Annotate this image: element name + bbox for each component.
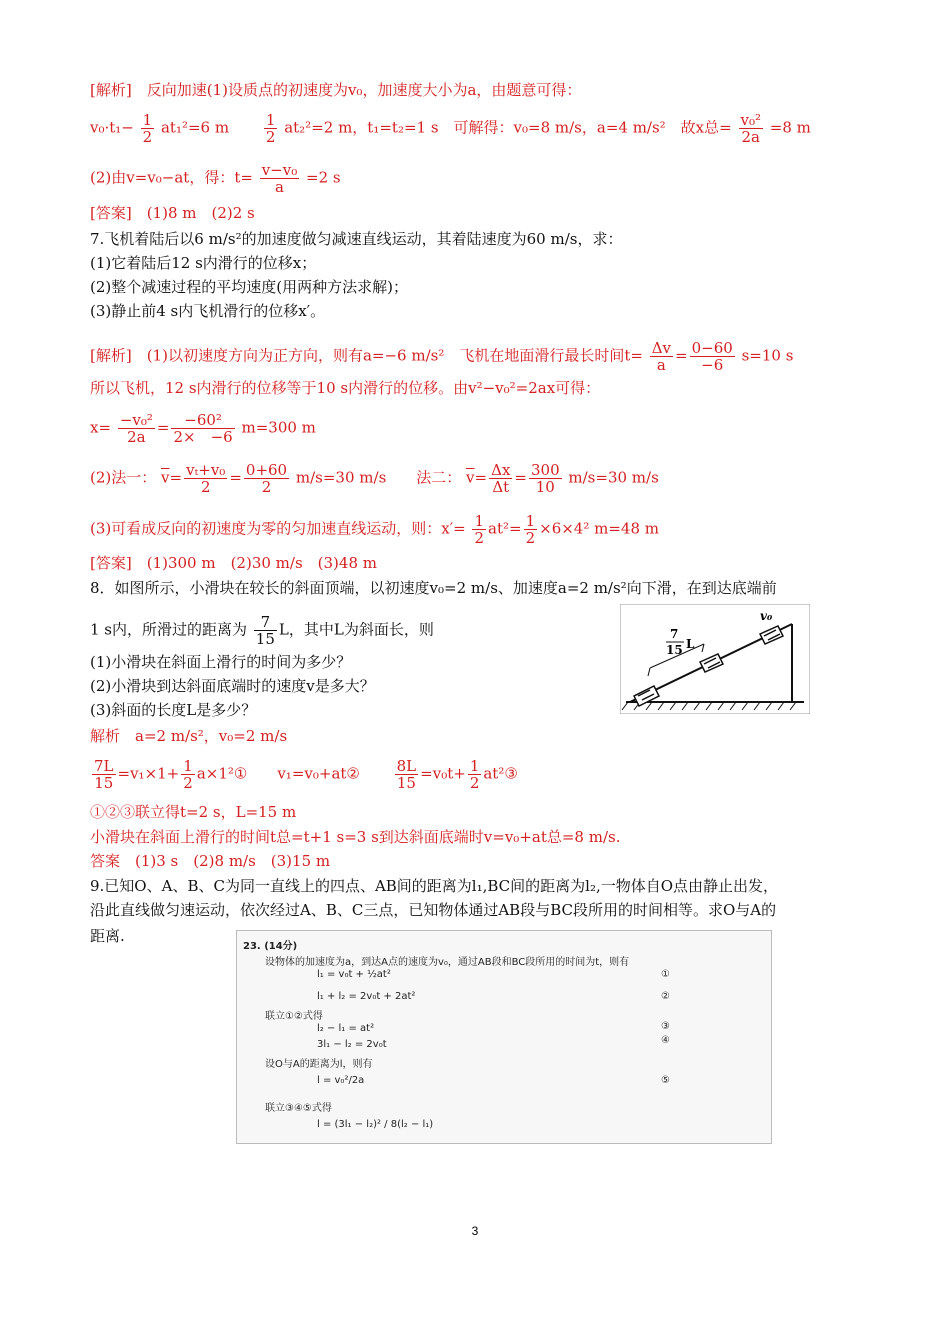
fraction: $\frac{1}{2}$ — [265, 111, 276, 146]
text: (3)可看成反向的初速度为零的匀加速直线运动，则：x′= — [90, 519, 466, 538]
avg-velocity-symbol: $\overline{v}$ — [161, 468, 170, 487]
text: a×1²① v₁=v₀+at② — [196, 764, 360, 783]
text: at²= — [488, 519, 522, 538]
fraction: $\frac{7}{15}$ — [255, 613, 275, 648]
question-9-line1: 9.已知O、A、B、C为同一直线上的四点、AB间的距离为l₁,BC间的距离为l₂,一物体自O点由静止出发， — [90, 877, 779, 895]
text: m/s=30 m/s 法二： — [295, 468, 462, 487]
text: at₁²=6 m — [160, 118, 230, 137]
analysis-7-line4: (2)法一： $\overline{v}=$ $\frac{\text{vₜ+v₀}}{2}$ = $\frac{0+60}{2}$ m/s=30 m/s 法二： $\overline{v}=$ $\frac{\Delta x}{\Delta t}$ = $\frac{300}{10}$ m/s=30 m/s — [90, 461, 659, 496]
question-7-part2: (2)整个减速过程的平均速度(用两种方法求解)； — [90, 278, 408, 296]
question-7: 7.飞机着陆后以6 m/s²的加速度做匀减速直线运动，其着陆速度为60 m/s，求： — [90, 230, 623, 248]
text: =v₀t+ — [420, 764, 466, 783]
solution-line2: 联立①②式得 — [265, 1011, 323, 1022]
fraction: $\frac{\text{v₀²}}{2a}$ — [740, 111, 762, 146]
text: m=300 m — [241, 418, 316, 437]
fraction: $\frac{\Delta v}{a}$ — [651, 339, 672, 374]
solution-num4: ④ — [661, 1035, 670, 1046]
fraction: $\frac{\text{v−v₀}}{a}$ — [261, 161, 298, 196]
question-8-line2 — [90, 614, 434, 647]
avg-velocity-symbol: $\overline{v}$ — [466, 468, 475, 487]
answer-6: [答案] (1)8 m (2)2 s — [90, 204, 255, 222]
fraction: $\frac{7L}{15}$ — [94, 757, 114, 792]
fraction: $\frac{\text{−v₀²}}{2a}$ — [119, 411, 153, 446]
solution-num5: ⑤ — [661, 1075, 670, 1086]
solution-line1: 设物体的加速度为a，到达A点的速度为v₀，通过AB段和BC段所用的时间为t，则有 — [265, 957, 630, 968]
analysis-7-line1: [解析] (1)以初速度方向为正方向，则有a=−6 m/s² 飞机在地面滑行最长时间t= $\frac{\Delta v}{a}$ = $\frac{0-60}{-6}$ s=10 s — [90, 339, 794, 374]
analysis-8-line3: ①②③联立得t=2 s，L=15 m — [90, 803, 297, 821]
question-7-part1: (1)它着陆后12 s内滑行的位移x； — [90, 254, 317, 272]
analysis-8-line2 — [90, 758, 518, 791]
solution-num3: ③ — [661, 1021, 670, 1032]
question-8-line1: 8．如图所示，小滑块在较长的斜面顶端，以初速度v₀=2 m/s、加速度a=2 m/s²向下滑，在到达底端前 — [90, 579, 777, 597]
question-7-part3: (3)静止前4 s内飞机滑行的位移x′。 — [90, 302, 326, 320]
fraction: $\frac{8L}{15}$ — [396, 757, 417, 792]
incline-figure — [620, 604, 810, 714]
text: [解析] (1)以初速度方向为正方向，则有a=−6 m/s² 飞机在地面滑行最长时间t= — [90, 346, 643, 365]
fraction: $\frac{\Delta x}{\Delta t}$ — [491, 461, 511, 496]
text: at₂²=2 m，t₁=t₂=1 s 可解得：v₀=8 m/s，a=4 m/s² 故x总= — [284, 118, 732, 137]
fraction: $\frac{1}{2}$ — [183, 757, 193, 792]
analysis-6-line1: [解析] 反向加速(1)设质点的初速度为v₀，加速度大小为a，由题意可得： — [90, 81, 582, 99]
question-9-line3: 距离. — [90, 927, 125, 945]
text: m/s=30 m/s — [568, 468, 659, 487]
text: x= — [90, 418, 112, 437]
analysis-8-line4: 小滑块在斜面上滑行的时间t总=t+1 s=3 s到达斜面底端时v=v₀+at总=8 m/s. — [90, 828, 621, 846]
analysis-8-line1: 解析 a=2 m/s²，v₀=2 m/s — [90, 727, 288, 745]
fraction: $\frac{1}{2}$ — [474, 512, 485, 547]
text: =2 s — [306, 168, 341, 187]
fraction: $\frac{\text{vₜ+v₀}}{2}$ — [186, 461, 226, 496]
solution-heading: 23. (14分) — [243, 941, 298, 952]
text: at²③ — [483, 764, 518, 783]
fraction: $\frac{1}{2}$ — [469, 757, 480, 792]
fraction: $\frac{0-60}{-6}$ — [691, 339, 733, 374]
figure-label-L: L — [686, 637, 695, 651]
fraction: $\frac{1}{2}$ — [142, 111, 153, 146]
text: 1 s内，所滑过的距离为 — [90, 620, 248, 639]
figure-v0-label: v₀ — [760, 609, 773, 623]
text: =v₁×1+ — [117, 764, 180, 783]
analysis-7-line3: x= $\frac{\text{−v₀²}}{2a}$ = $\frac{\text{−60²}}{2\times -6}$ m=300 m — [90, 411, 316, 446]
fraction: $\frac{300}{10}$ — [530, 461, 560, 496]
solution-num2: ② — [661, 991, 670, 1002]
page-number: 3 — [471, 1224, 479, 1238]
figure-frac-num: 7 — [670, 627, 679, 641]
text: s=10 s — [741, 346, 794, 365]
text: (2)由v=v₀−at，得：t= — [90, 168, 253, 187]
solution-num1: ① — [661, 969, 670, 980]
answer-8: 答案 (1)3 s (2)8 m/s (3)15 m — [90, 852, 331, 870]
analysis-6-line2 — [90, 112, 811, 145]
solution-line4: 联立③④⑤式得 — [265, 1103, 332, 1114]
text: (2)法一： — [90, 468, 157, 487]
analysis-6-line3 — [90, 162, 341, 195]
text: =8 m — [769, 118, 811, 137]
fraction: $\frac{\text{−60²}}{2\times -6}$ — [173, 411, 233, 446]
solution-eq6: l = (3l₁ − l₂)² / 8(l₂ − l₁) — [317, 1119, 434, 1130]
solution-eq3: l₂ − l₁ = at² — [317, 1023, 375, 1034]
question-8-part2: (2)小滑块到达斜面底端时的速度v是多大？ — [90, 677, 375, 695]
solution-eq4: 3l₁ − l₂ = 2v₀t — [317, 1039, 387, 1050]
question-9-line2: 沿此直线做匀速运动，依次经过A、B、C三点，已知物体通过AB段与BC段所用的时间相等。求O与A的 — [90, 901, 777, 919]
fraction: $\frac{0+60}{2}$ — [245, 461, 288, 496]
analysis-7-line2: 所以飞机，12 s内滑行的位移等于10 s内滑行的位移。由v²−v₀²=2ax可得： — [90, 379, 601, 397]
fraction: $\frac{1}{2}$ — [525, 512, 536, 547]
solution-eq5: l = v₀²/2a — [317, 1075, 365, 1086]
analysis-7-line5 — [90, 513, 659, 546]
solution-line3: 设O与A的距离为l，则有 — [265, 1059, 373, 1070]
solution-eq1: l₁ = v₀t + ½at² — [317, 969, 391, 980]
answer-7: [答案] (1)300 m (2)30 m/s (3)48 m — [90, 554, 377, 572]
solution-eq2: l₁ + l₂ = 2v₀t + 2at² — [317, 991, 416, 1002]
question-8-part1: (1)小滑块在斜面上滑行的时间为多少？ — [90, 653, 352, 671]
text: ×6×4² m=48 m — [539, 519, 660, 538]
solution-scan-image — [236, 930, 772, 1144]
question-8-part3: (3)斜面的长度L是多少？ — [90, 701, 257, 719]
text: L，其中L为斜面长，则 — [278, 620, 434, 639]
text: v₀·t₁− — [90, 118, 134, 137]
figure-frac-den: 15 — [666, 643, 683, 657]
